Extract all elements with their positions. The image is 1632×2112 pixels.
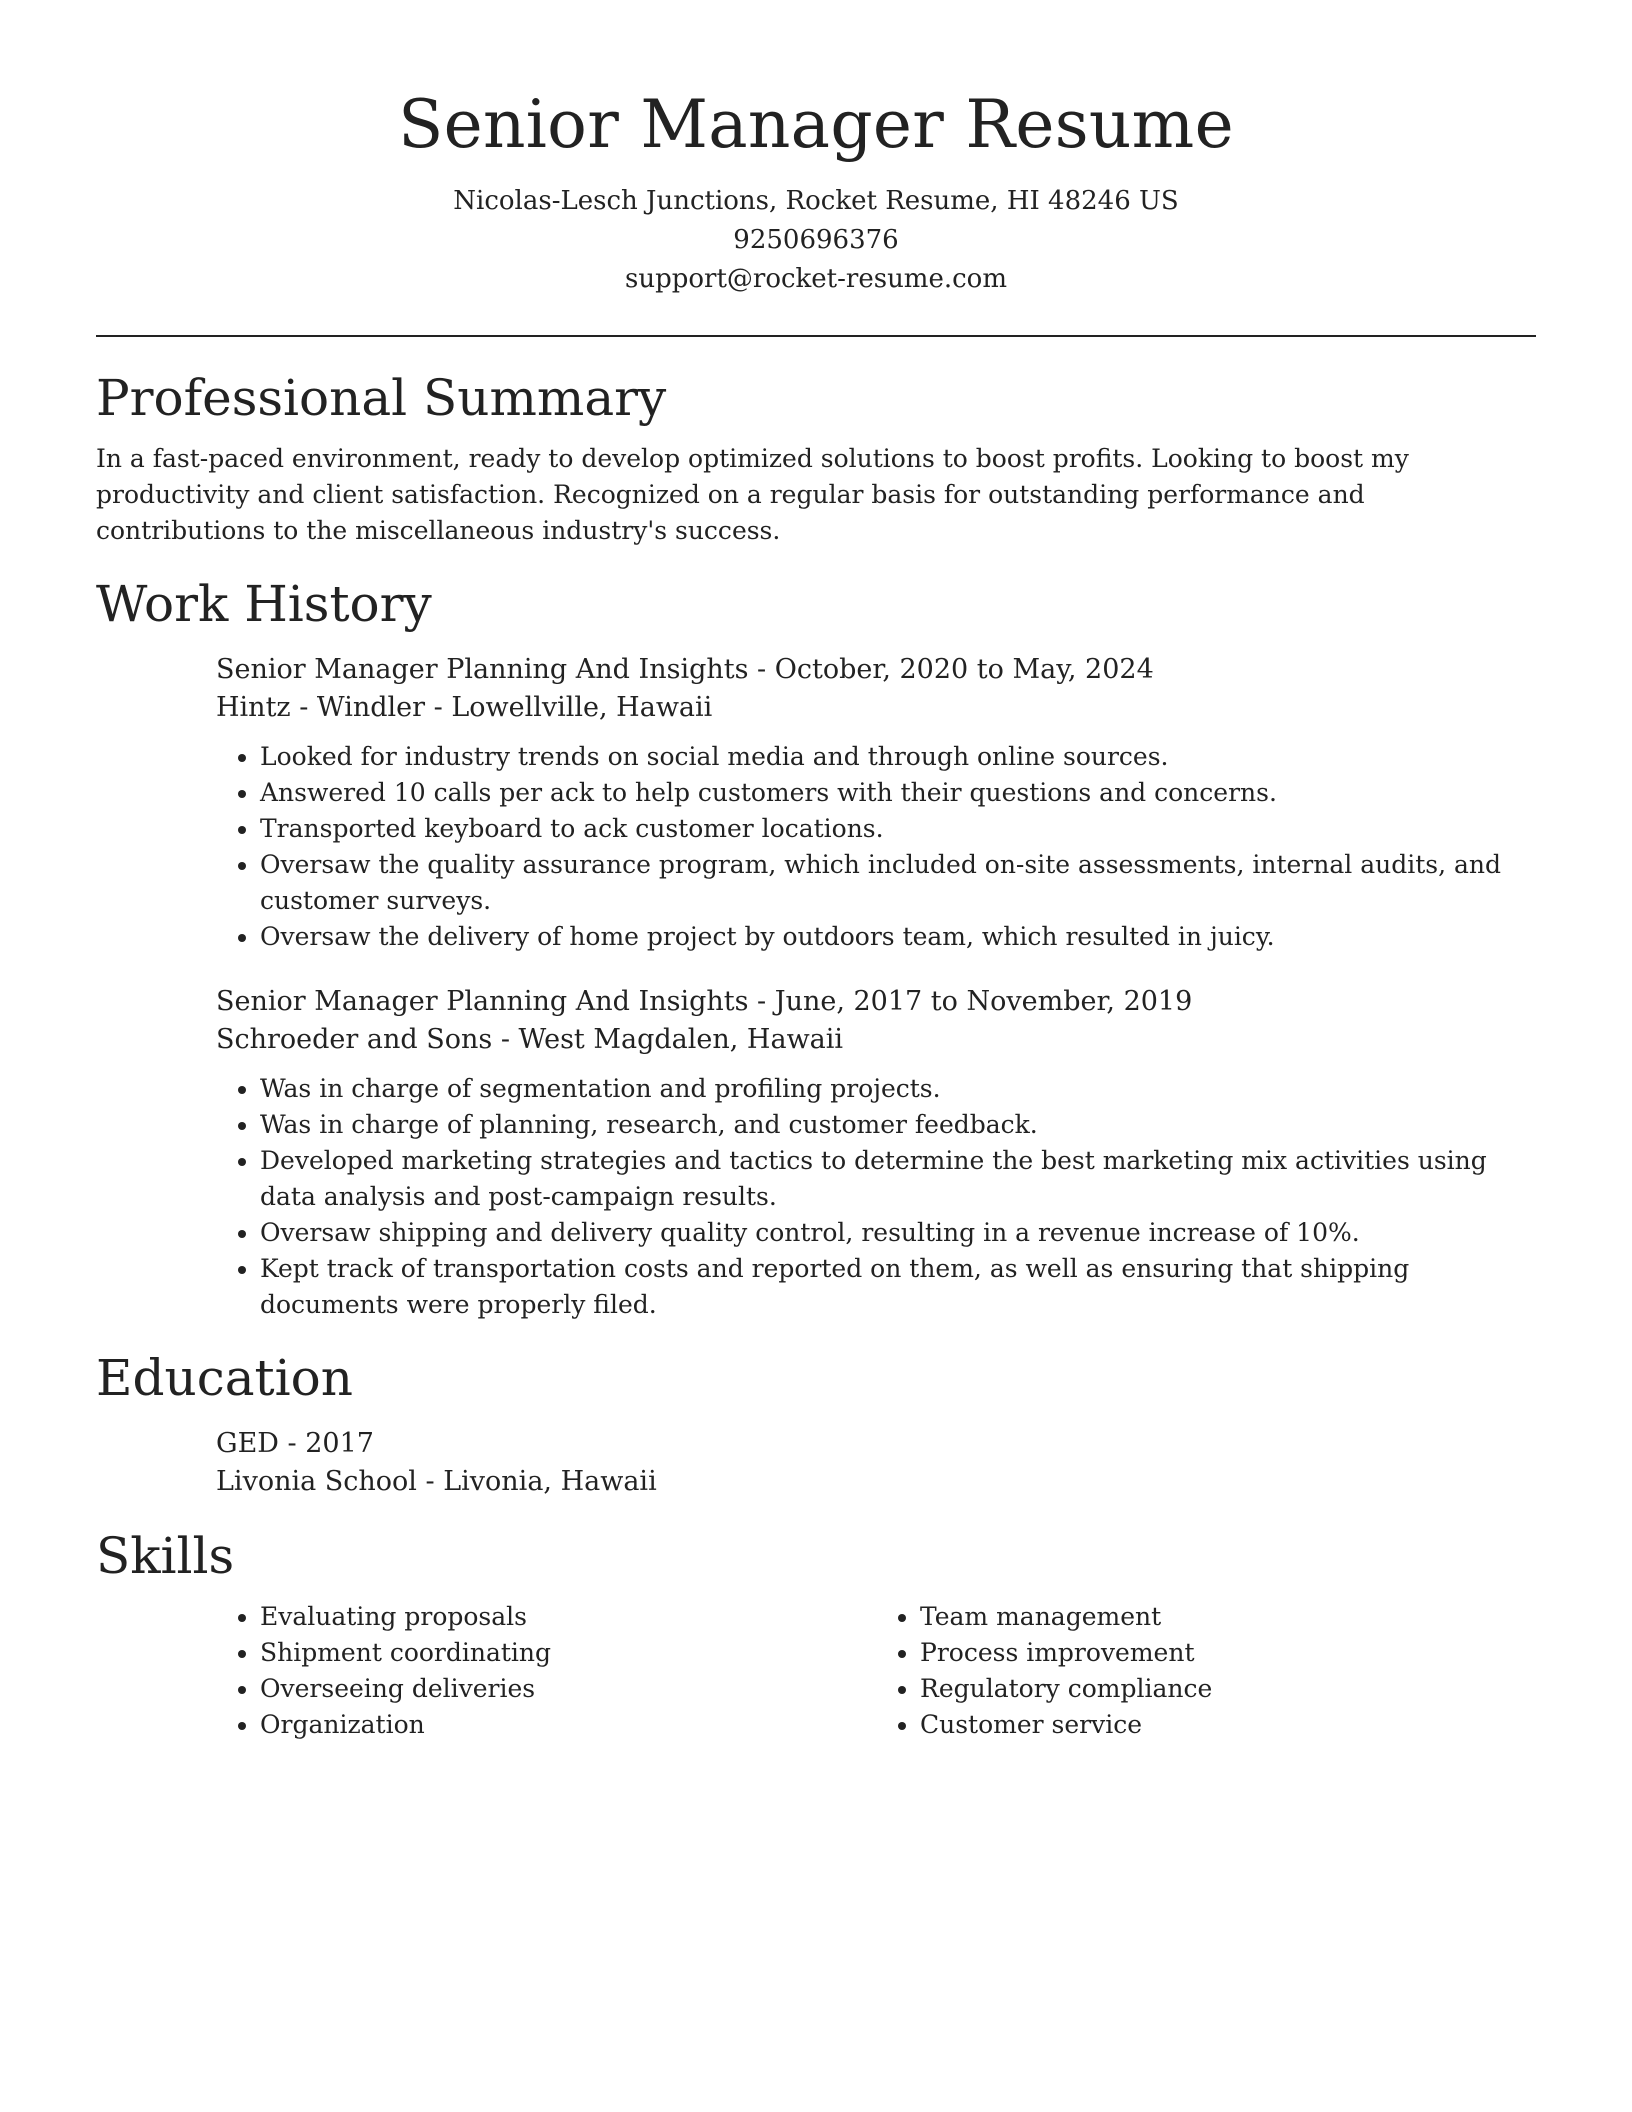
- list-item: • Process improvement: [920, 1635, 1536, 1671]
- page-title: Senior Manager Resume: [398, 86, 1234, 163]
- contact-address: Nicolas-Lesch Junctions, Rocket Resume, HI 48246 US: [453, 186, 1179, 216]
- list-item: • Customer service: [920, 1707, 1536, 1743]
- job-title: Senior Manager Planning And Insights - June, 2017 to November, 2019: [216, 986, 1193, 1017]
- education-section: [96, 1343, 1536, 1501]
- job-entry: [216, 651, 1536, 955]
- list-item: • Shipment coordinating: [260, 1635, 876, 1671]
- list-item: • Oversaw shipping and delivery quality control, resulting in a revenue increase of 10%.: [260, 1215, 1536, 1251]
- list-item: • Was in charge of segmentation and profiling projects.: [260, 1071, 1536, 1107]
- job-company: Hintz - Windler - Lowellville, Hawaii: [216, 692, 713, 723]
- skills-heading: Skills: [96, 1527, 235, 1585]
- list-item: • Transported keyboard to ack customer locations.: [260, 811, 1536, 847]
- list-item: • Oversaw the delivery of home project by outdoors team, which resulted in juicy.: [260, 919, 1536, 955]
- skills-section: [96, 1521, 1536, 1743]
- summary-text: In a fast-paced environment, ready to develop optimized solutions to boost profits. Looking to boost my productivity and client satisfaction. Recognized on a regular basis for outstanding performance and contributions to the miscellaneous industry's success.: [96, 444, 1409, 545]
- summary-section: [96, 363, 1536, 549]
- contact-info: [96, 182, 1536, 299]
- skills-column-left: [216, 1599, 876, 1743]
- job-bullets: [216, 1071, 1536, 1323]
- header-divider: [96, 335, 1536, 337]
- list-item: • Kept track of transportation costs and reported on them, as well as ensuring that shipping documents were properly filed.: [260, 1251, 1536, 1323]
- list-item: • Organization: [260, 1707, 876, 1743]
- list-item: • Regulatory compliance: [920, 1671, 1536, 1707]
- list-item: • Was in charge of planning, research, and customer feedback.: [260, 1107, 1536, 1143]
- list-item: • Looked for industry trends on social media and through online sources.: [260, 739, 1536, 775]
- skills-grid: [216, 1599, 1536, 1743]
- contact-phone: 9250696376: [733, 225, 899, 255]
- work-history-heading: Work History: [96, 575, 432, 633]
- list-item: • Answered 10 calls per ack to help customers with their questions and concerns.: [260, 775, 1536, 811]
- education-school: Livonia School - Livonia, Hawaii: [216, 1466, 657, 1497]
- contact-email: support@rocket-resume.com: [624, 264, 1007, 294]
- education-entry: [216, 1425, 1536, 1501]
- work-history-section: [96, 569, 1536, 1323]
- summary-heading: Professional Summary: [96, 369, 667, 427]
- list-item: • Evaluating proposals: [260, 1599, 876, 1635]
- job-company: Schroeder and Sons - West Magdalen, Hawaii: [216, 1024, 844, 1055]
- resume-header: [96, 0, 1536, 299]
- list-item: • Team management: [920, 1599, 1536, 1635]
- list-item: • Overseeing deliveries: [260, 1671, 876, 1707]
- job-title: Senior Manager Planning And Insights - October, 2020 to May, 2024: [216, 654, 1154, 685]
- job-bullets: [216, 739, 1536, 955]
- job-entry: [216, 983, 1536, 1323]
- list-item: • Developed marketing strategies and tactics to determine the best marketing mix activities using data analysis and post-campaign results.: [260, 1143, 1536, 1215]
- education-heading: Education: [96, 1349, 353, 1407]
- list-item: • Oversaw the quality assurance program, which included on-site assessments, internal audits, and customer surveys.: [260, 847, 1536, 919]
- skills-column-right: [876, 1599, 1536, 1743]
- education-degree: GED - 2017: [216, 1428, 374, 1459]
